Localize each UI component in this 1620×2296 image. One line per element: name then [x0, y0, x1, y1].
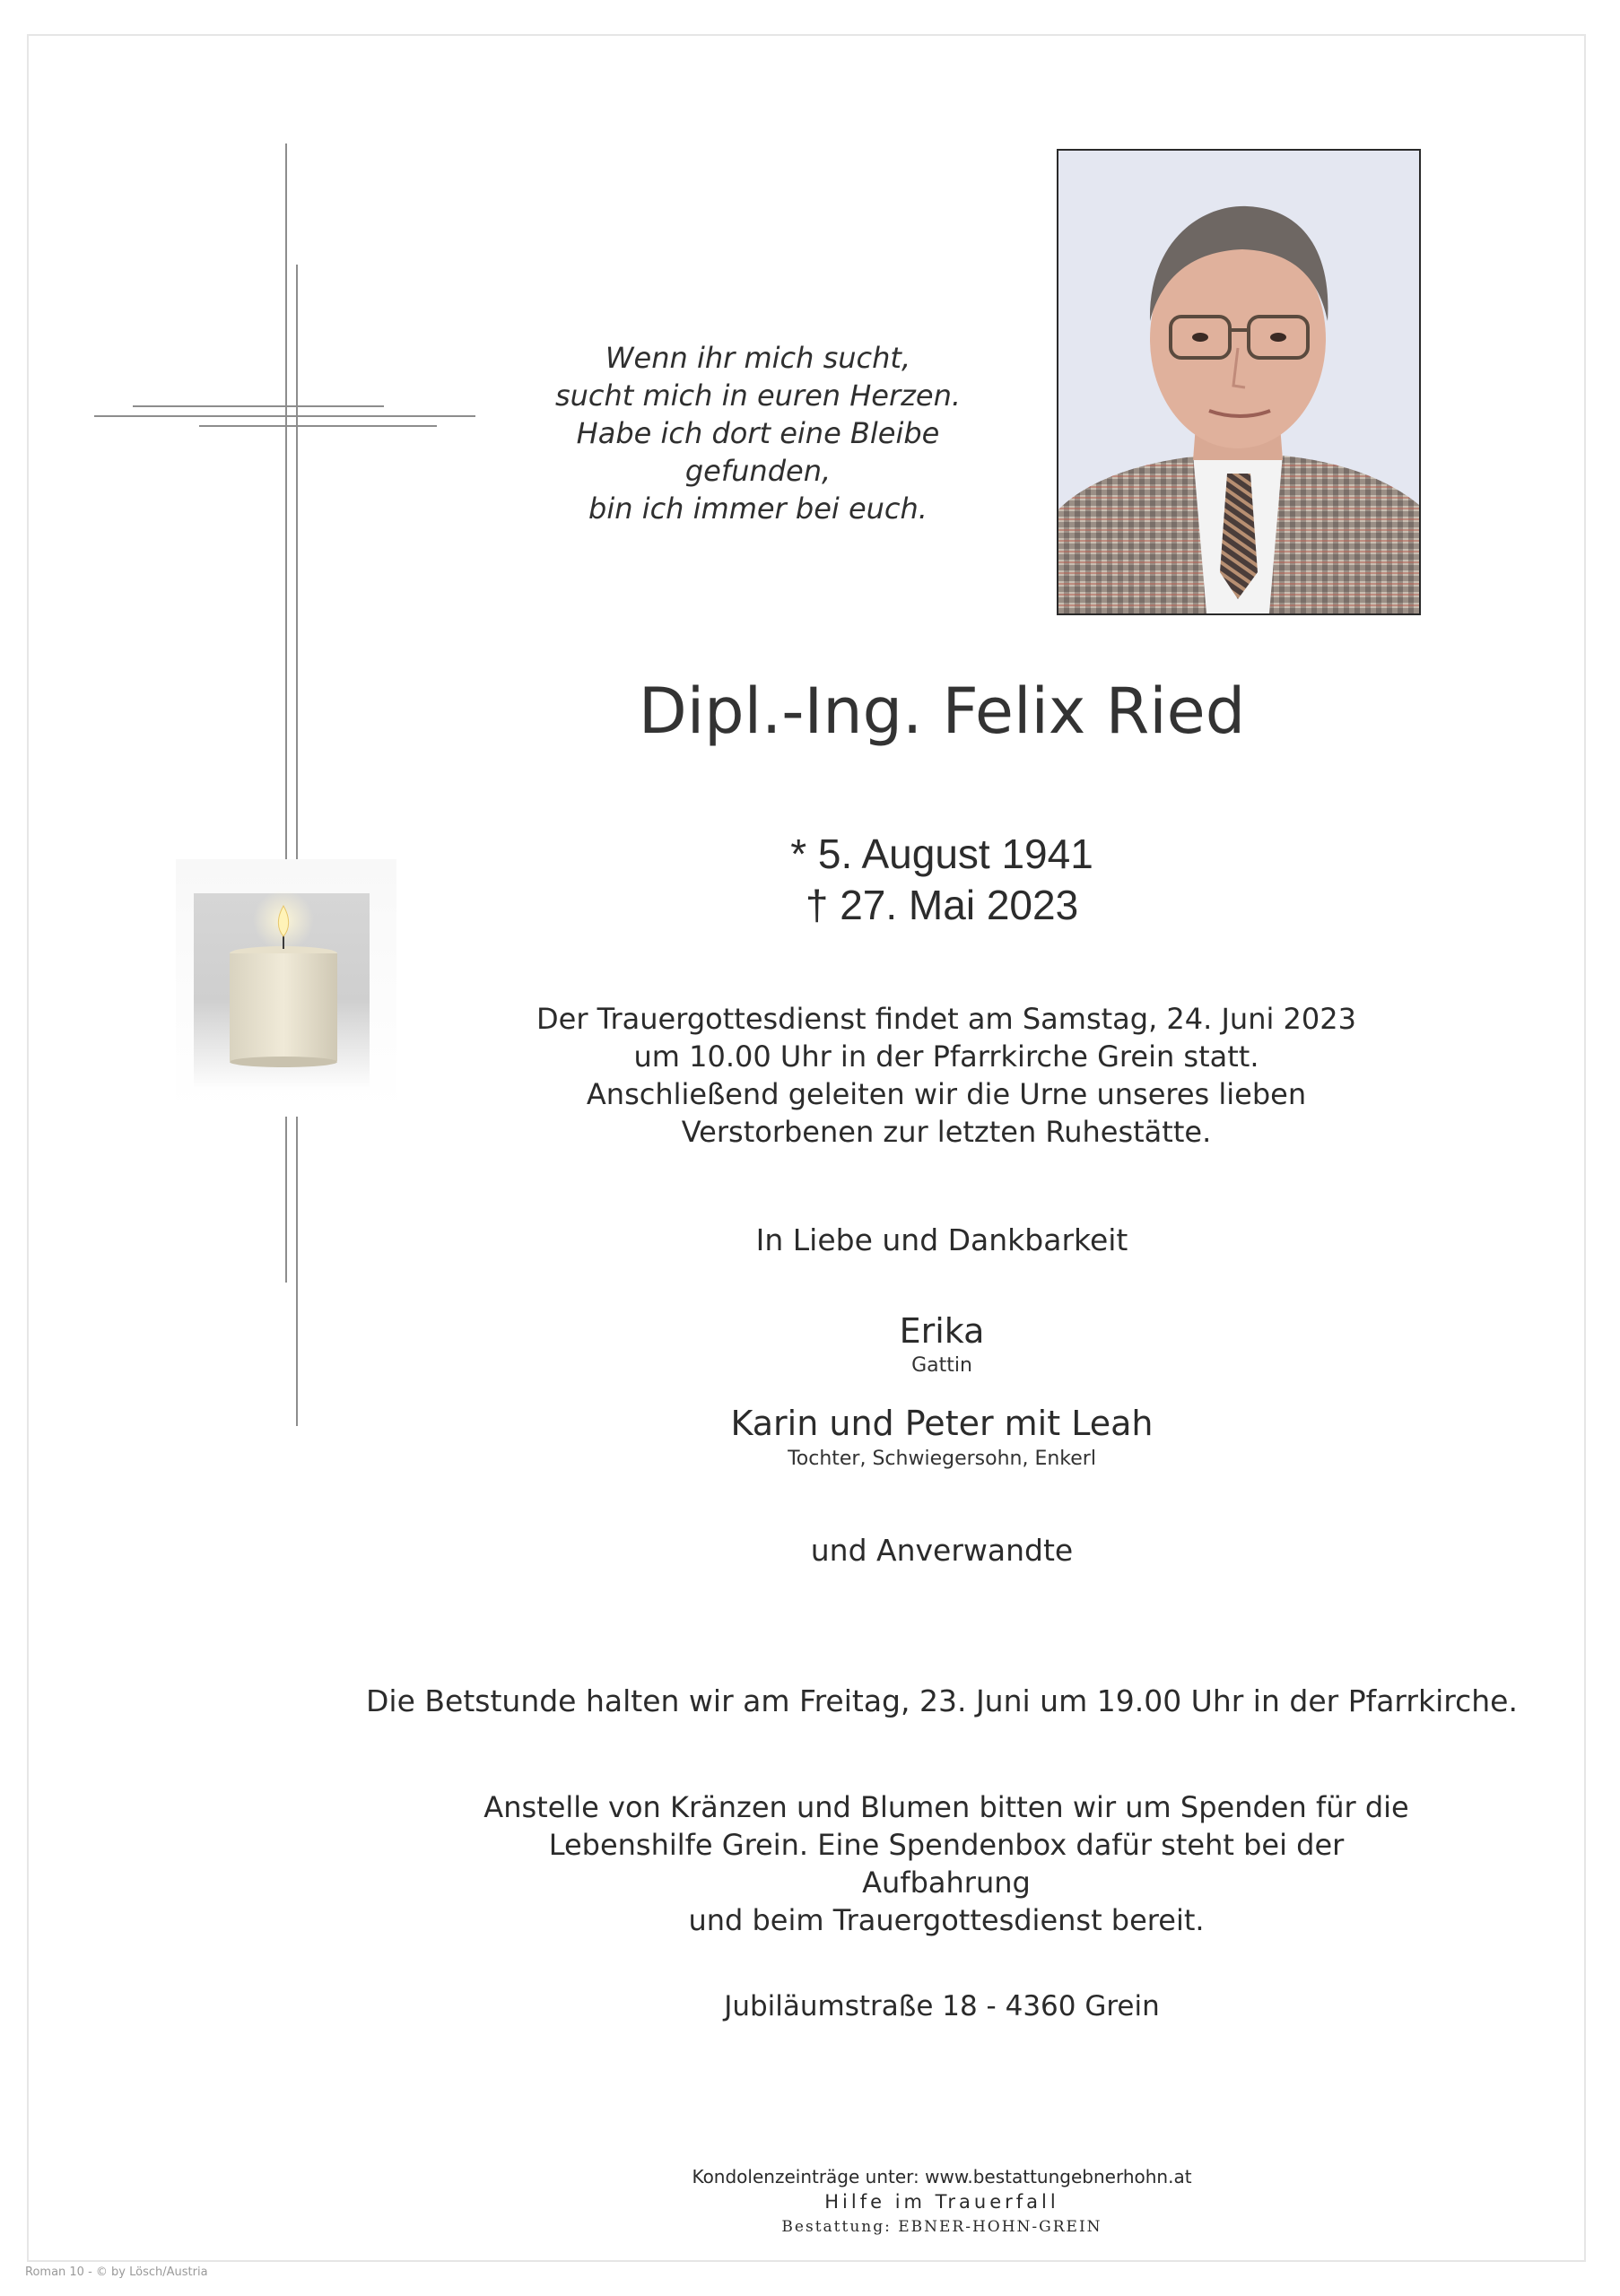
portrait-photo — [1057, 149, 1421, 615]
mourners-intro: In Liebe und Dankbarkeit — [755, 1222, 1128, 1257]
mourner-relation: Gattin — [911, 1354, 972, 1377]
deceased-name: Dipl.-Ing. Felix Ried — [638, 674, 1246, 748]
service-line: um 10.00 Uhr in der Pfarrkirche Grein statt. — [633, 1039, 1259, 1074]
memorial-verse — [502, 339, 1014, 527]
death-date: † 27. Mai 2023 — [805, 882, 1079, 928]
service-announcement — [502, 1000, 1390, 1151]
birth-date: * 5. August 1941 — [790, 831, 1093, 877]
mourner-name: Erika — [899, 1311, 985, 1351]
verse-line: sucht mich in euren Herzen. — [554, 378, 962, 413]
relatives-line: und Anverwandte — [810, 1533, 1074, 1568]
verse-line: Wenn ihr mich sucht, — [605, 341, 911, 375]
donation-line: Anstelle von Kränzen und Blumen bitten wir um Spenden für die — [483, 1790, 1409, 1824]
copyright-note: Roman 10 - © by Lösch/Austria — [25, 2266, 208, 2279]
donation-line: Lebenshilfe Grein. Eine Spendenbox dafür steht bei der Aufbahrung — [548, 1828, 1345, 1900]
funeral-home: Bestattung: EBNER-HOHN-GREIN — [781, 2218, 1102, 2236]
verse-line: Habe ich dort eine Bleibe gefunden, — [576, 416, 940, 488]
donation-line: und beim Trauergottesdienst bereit. — [688, 1903, 1205, 1937]
donation-note — [466, 1788, 1426, 1939]
prayer-hour: Die Betstunde halten wir am Freitag, 23. Juni um 19.00 Uhr in der Pfarrkirche. — [366, 1683, 1518, 1718]
service-line: Verstorbenen zur letzten Ruhestätte. — [681, 1115, 1212, 1149]
mourner-name: Karin und Peter mit Leah — [730, 1404, 1154, 1443]
candle-image — [176, 859, 396, 1110]
address: Jubiläumstraße 18 - 4360 Grein — [724, 1990, 1160, 2022]
service-line: Der Trauergottesdienst findet am Samstag, 24. Juni 2023 — [536, 1002, 1356, 1036]
help-line: Hilfe im Trauerfall — [824, 2191, 1059, 2213]
service-line: Anschließend geleiten wir die Urne unseres lieben — [586, 1077, 1307, 1111]
mourner-relation: Tochter, Schwiegersohn, Enkerl — [788, 1448, 1096, 1470]
verse-line: bin ich immer bei euch. — [588, 491, 928, 526]
condolence-link: Kondolenzeinträge unter: www.bestattungebnerhohn.at — [692, 2166, 1192, 2187]
